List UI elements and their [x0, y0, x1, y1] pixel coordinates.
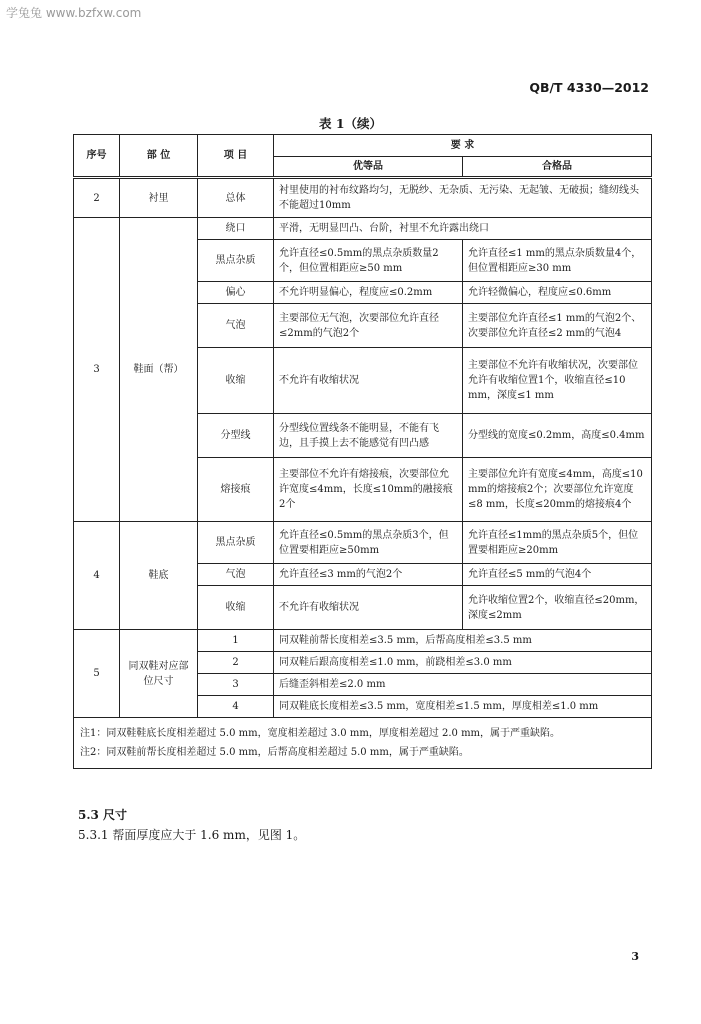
col-header-superior: 优等品	[274, 157, 463, 178]
row-item: 黑点杂质	[198, 522, 274, 564]
qualified-requirement: 允许轻微偏心，程度应≤0.6mm	[463, 282, 652, 304]
row-item: 黑点杂质	[198, 240, 274, 282]
superior-requirement: 允许直径≤0.5mm的黑点杂质数量2个，但位置相距应≥50 mm	[274, 240, 463, 282]
row-no: 2	[74, 178, 120, 218]
qualified-requirement: 允许直径≤1 mm的黑点杂质数量4个，但位置相距应≥30 mm	[463, 240, 652, 282]
table-row	[74, 630, 652, 652]
row-requirement: 后缝歪斜相差≤2.0 mm	[274, 674, 652, 696]
col-header-qualified: 合格品	[463, 157, 652, 178]
superior-requirement: 不允许有收缩状况	[274, 348, 463, 414]
row-item: 4	[198, 696, 274, 718]
group-part: 鞋面（帮）	[120, 218, 198, 522]
row-item: 2	[198, 652, 274, 674]
qualified-requirement: 主要部位允许直径≤1 mm的气泡2个、次要部位允许直径≤2 mm的气泡4	[463, 304, 652, 348]
section-clause: 5.3.1 帮面厚度应大于 1.6 mm，见图 1。	[78, 828, 306, 842]
section-heading: 5.3 尺寸	[78, 808, 128, 822]
row-item: 总体	[198, 178, 274, 218]
col-header-no: 序号	[74, 135, 120, 178]
superior-requirement: 主要部位无气泡，次要部位允许直径≤2mm的气泡2个	[274, 304, 463, 348]
group-part: 鞋底	[120, 522, 198, 630]
table-row	[74, 522, 652, 564]
superior-requirement: 分型线位置线条不能明显，不能有飞边，且手摸上去不能感觉有凹凸感	[274, 414, 463, 458]
col-header-item: 项 目	[198, 135, 274, 178]
table-row	[74, 178, 652, 218]
superior-requirement: 允许直径≤0.5mm的黑点杂质3个，但位置要相距应≥50mm	[274, 522, 463, 564]
row-requirement: 同双鞋前帮长度相差≤3.5 mm，后帮高度相差≤3.5 mm	[274, 630, 652, 652]
row-item: 气泡	[198, 564, 274, 586]
row-item: 收缩	[198, 348, 274, 414]
watermark-text: 学兔兔 www.bzfxw.com	[6, 6, 142, 20]
note-1: 注1：同双鞋鞋底长度相差超过 5.0 mm，宽度相差超过 3.0 mm，厚度相差超过 2.0 mm，属于严重缺陷。	[80, 728, 561, 739]
superior-requirement: 不允许有收缩状况	[274, 586, 463, 630]
table-row	[74, 218, 652, 240]
qualified-requirement: 分型线的宽度≤0.2mm，高度≤0.4mm	[463, 414, 652, 458]
row-item: 气泡	[198, 304, 274, 348]
row-requirement: 平滑，无明显凹凸、台阶，衬里不允许露出绕口	[274, 218, 652, 240]
qualified-requirement: 允许收缩位置2个，收缩直径≤20mm，深度≤2mm	[463, 586, 652, 630]
row-requirement: 同双鞋底长度相差≤3.5 mm，宽度相差≤1.5 mm，厚度相差≤1.0 mm	[274, 696, 652, 718]
row-item: 分型线	[198, 414, 274, 458]
row-item: 熔接痕	[198, 458, 274, 522]
superior-requirement: 主要部位不允许有熔接痕，次要部位允许宽度≤4mm，长度≤10mm的融接痕2个	[274, 458, 463, 522]
row-item: 3	[198, 674, 274, 696]
qualified-requirement: 主要部位不允许有收缩状况，次要部位允许有收缩位置1个，收缩直径≤10 mm，深度≤1 mm	[463, 348, 652, 414]
standard-code: QB/T 4330—2012	[529, 80, 649, 95]
group-part: 同双鞋对应部位尺寸	[120, 630, 198, 718]
table-title: 表 1（续）	[318, 116, 383, 131]
row-part: 衬里	[120, 178, 198, 218]
qualified-requirement: 允许直径≤5 mm的气泡4个	[463, 564, 652, 586]
row-item: 绕口	[198, 218, 274, 240]
qualified-requirement: 主要部位允许有宽度≤4mm，高度≤10 mm的熔接痕2个；次要部位允许宽度≤8 mm，长度≤20mm的熔接痕4个	[463, 458, 652, 522]
superior-requirement: 允许直径≤3 mm的气泡2个	[274, 564, 463, 586]
group-no: 5	[74, 630, 120, 718]
row-requirement: 衬里使用的衬布纹路均匀，无脱纱、无杂质、无污染、无起皱、无破损；缝纫线头不能超过10mm	[274, 178, 652, 218]
superior-requirement: 不允许明显偏心，程度应≤0.2mm	[274, 282, 463, 304]
note-2: 注2：同双鞋前帮长度相差超过 5.0 mm，后帮高度相差超过 5.0 mm，属于严重缺陷。	[80, 747, 469, 758]
row-item: 1	[198, 630, 274, 652]
row-requirement: 同双鞋后跟高度相差≤1.0 mm，前跷相差≤3.0 mm	[274, 652, 652, 674]
col-header-requirements: 要 求	[274, 135, 652, 157]
notes-cell	[74, 718, 652, 769]
group-no: 3	[74, 218, 120, 522]
page-number: 3	[631, 950, 639, 963]
group-no: 4	[74, 522, 120, 630]
row-item: 偏心	[198, 282, 274, 304]
requirements-table	[73, 134, 652, 769]
row-item: 收缩	[198, 586, 274, 630]
qualified-requirement: 允许直径≤1mm的黑点杂质5个，但位置要相距应≥20mm	[463, 522, 652, 564]
col-header-part: 部 位	[120, 135, 198, 178]
notes-row	[74, 718, 652, 769]
